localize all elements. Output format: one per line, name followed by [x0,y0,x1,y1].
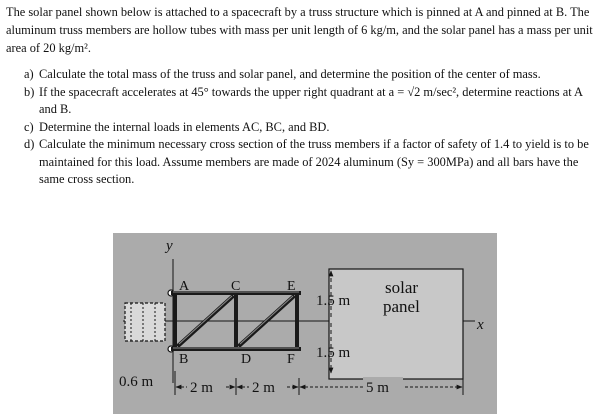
question-b [24,84,600,119]
solar-panel-label-line1: solar [385,278,419,297]
question-text: Calculate the minimum necessary cross section of the truss members if a factor of safety of 1.4 to yield is to be maintained for this load. Assume members are made of 2024 aluminum (Sy = 300MPa) and all bars have the same cross section. [39,137,589,186]
question-marker: b) [24,84,35,99]
question-text: Determine the internal loads in elements AC, BC, and BD. [39,119,330,134]
node-label-d: D [241,352,252,367]
question-c [24,119,600,137]
node-label-b: B [179,352,189,367]
node-label-a: A [179,279,190,294]
truss-diagram [113,233,497,414]
upper-height-label: 1.5 m [316,293,351,309]
question-marker: a) [24,67,34,81]
problem-intro: The solar panel shown below is attached to a spacecraft by a truss structure which is pinned at A and pinned at B. The aluminum truss members are hollow tubes with mass per unit length of 6 kg/m, and the solar panel has a mass per unit area of 20 kg/m². [6,5,593,55]
support-offset-label: 0.6 m [119,374,154,390]
question-list [24,66,600,189]
question-text: Calculate the total mass of the truss and solar panel, and determine the position of the center of mass. [39,67,541,81]
question-a [24,66,600,84]
node-label-f: F [287,352,295,367]
lower-height-label: 1.5 m [316,345,351,361]
truss-figure [113,233,497,414]
question-marker: c) [24,119,34,134]
y-axis-label: y [166,238,173,254]
panel-width-label: 5 m [366,380,389,396]
node-label-e: E [287,279,296,294]
span-1-label: 2 m [190,380,213,396]
span-2-label: 2 m [252,380,275,396]
node-label-c: C [231,279,241,294]
question-d [24,136,600,189]
question-text: If the spacecraft accelerates at 45° towards the upper right quadrant at a = √2 m/sec², determine reactions at A and B. [39,84,583,116]
x-axis-label: x [477,317,484,333]
question-marker: d) [24,137,35,151]
solar-panel-label-line2: panel [383,297,420,316]
